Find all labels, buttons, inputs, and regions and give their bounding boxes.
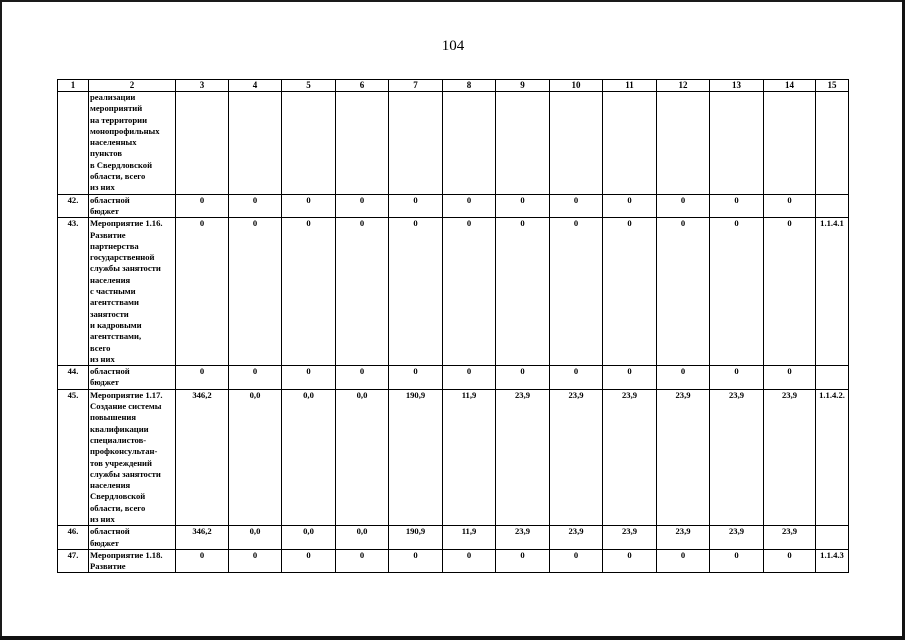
value-cell: 0 [603,366,657,390]
value-cell: 0 [764,194,816,218]
value-cell: 0 [229,218,282,366]
scan-border-left [0,0,2,640]
header-row [58,80,849,92]
value-cell: 0 [550,366,603,390]
table-row [58,194,849,218]
value-cell: 0 [282,194,336,218]
value-cell: 23,9 [657,526,710,550]
value-cell [176,92,229,195]
header-cell: 2 [89,80,176,92]
value-cell: 0 [710,549,764,573]
row-number-cell: 47. [58,549,89,573]
value-cell: 0 [657,194,710,218]
value-cell: 0,0 [229,526,282,550]
value-cell: 0 [229,549,282,573]
value-cell: 346,2 [176,526,229,550]
row-description-cell: Мероприятие 1.16. Развитие партнерства государственной службы занятости населения с частными агентствами занятости и кадровыми агентствами, всего из них [89,218,176,366]
value-cell: 0,0 [282,526,336,550]
value-cell: 23,9 [710,389,764,526]
value-cell: 23,9 [550,526,603,550]
value-cell: 0 [282,366,336,390]
value-cell: 0 [496,194,550,218]
target-code-cell [816,194,849,218]
value-cell: 0 [443,194,496,218]
value-cell: 0 [496,366,550,390]
value-cell: 23,9 [710,526,764,550]
value-cell: 0 [443,549,496,573]
table-row [58,366,849,390]
header-cell: 14 [764,80,816,92]
value-cell: 0 [176,549,229,573]
header-cell: 11 [603,80,657,92]
header-cell: 4 [229,80,282,92]
value-cell: 0,0 [282,389,336,526]
value-cell: 0 [496,549,550,573]
value-cell: 0 [443,218,496,366]
value-cell: 0 [603,549,657,573]
table-row [58,92,849,195]
header-cell: 9 [496,80,550,92]
value-cell: 0 [176,366,229,390]
value-cell: 0 [443,366,496,390]
header-cell: 3 [176,80,229,92]
target-code-cell: 1.1.4.3 [816,549,849,573]
value-cell [496,92,550,195]
value-cell: 0 [764,218,816,366]
target-code-cell [816,366,849,390]
value-cell: 23,9 [550,389,603,526]
value-cell [443,92,496,195]
value-cell: 0 [657,549,710,573]
value-cell: 23,9 [764,526,816,550]
value-cell: 0 [710,194,764,218]
value-cell: 23,9 [496,526,550,550]
value-cell: 0 [389,218,443,366]
header-cell: 10 [550,80,603,92]
value-cell: 0 [336,366,389,390]
value-cell: 0 [657,218,710,366]
row-number-cell: 43. [58,218,89,366]
value-cell: 346,2 [176,389,229,526]
value-cell [603,92,657,195]
row-description-cell: областной бюджет [89,526,176,550]
header-cell: 6 [336,80,389,92]
row-description-cell: областной бюджет [89,366,176,390]
value-cell: 0 [229,194,282,218]
value-cell: 0 [336,549,389,573]
target-code-cell [816,92,849,195]
table-row [58,526,849,550]
row-description-cell: реализации мероприятий на территории монопрофильных населенных пунктов в Свердловской области, всего из них [89,92,176,195]
header-cell: 7 [389,80,443,92]
table-row [58,549,849,573]
value-cell: 0 [389,549,443,573]
value-cell: 23,9 [603,389,657,526]
scan-border-top [0,0,905,2]
value-cell [657,92,710,195]
value-cell [282,92,336,195]
value-cell: 0 [710,366,764,390]
value-cell: 0 [603,218,657,366]
value-cell: 23,9 [657,389,710,526]
header-cell: 15 [816,80,849,92]
row-number-cell [58,92,89,195]
value-cell: 0 [176,194,229,218]
value-cell: 0 [550,194,603,218]
value-cell: 0 [336,218,389,366]
target-code-cell: 1.1.4.1 [816,218,849,366]
value-cell [550,92,603,195]
row-number-cell: 42. [58,194,89,218]
value-cell [336,92,389,195]
value-cell: 0 [764,366,816,390]
row-number-cell: 45. [58,389,89,526]
value-cell: 0 [496,218,550,366]
value-cell: 23,9 [603,526,657,550]
value-cell [764,92,816,195]
value-cell: 0 [389,366,443,390]
value-cell: 23,9 [496,389,550,526]
header-cell: 12 [657,80,710,92]
value-cell [710,92,764,195]
target-code-cell [816,526,849,550]
value-cell: 11,9 [443,389,496,526]
value-cell: 0 [282,218,336,366]
value-cell: 0 [389,194,443,218]
value-cell: 0 [657,366,710,390]
value-cell: 0 [282,549,336,573]
target-code-cell: 1.1.4.2. [816,389,849,526]
value-cell: 0,0 [336,526,389,550]
header-cell: 1 [58,80,89,92]
value-cell: 0 [603,194,657,218]
header-cell: 8 [443,80,496,92]
value-cell [229,92,282,195]
header-cell: 5 [282,80,336,92]
value-cell: 190,9 [389,526,443,550]
scan-border-bottom [0,636,905,640]
value-cell: 0 [550,549,603,573]
page-number: 104 [441,38,465,54]
value-cell: 0 [229,366,282,390]
value-cell: 0 [550,218,603,366]
value-cell: 11,9 [443,526,496,550]
value-cell [389,92,443,195]
table-row [58,218,849,366]
value-cell: 0 [176,218,229,366]
value-cell: 0 [764,549,816,573]
value-cell: 190,9 [389,389,443,526]
value-cell: 0,0 [229,389,282,526]
row-number-cell: 44. [58,366,89,390]
value-cell: 0,0 [336,389,389,526]
value-cell: 0 [336,194,389,218]
row-description-cell: Мероприятие 1.18. Развитие [89,549,176,573]
row-description-cell: Мероприятие 1.17. Создание системы повышения квалификации специалистов- профконсультан- тов учреждений службы занятости населения Свердловской области, всего из них [89,389,176,526]
value-cell: 0 [710,218,764,366]
row-number-cell: 46. [58,526,89,550]
row-description-cell: областной бюджет [89,194,176,218]
table-row [58,389,849,526]
header-cell: 13 [710,80,764,92]
value-cell: 23,9 [764,389,816,526]
budget-table [57,79,849,573]
